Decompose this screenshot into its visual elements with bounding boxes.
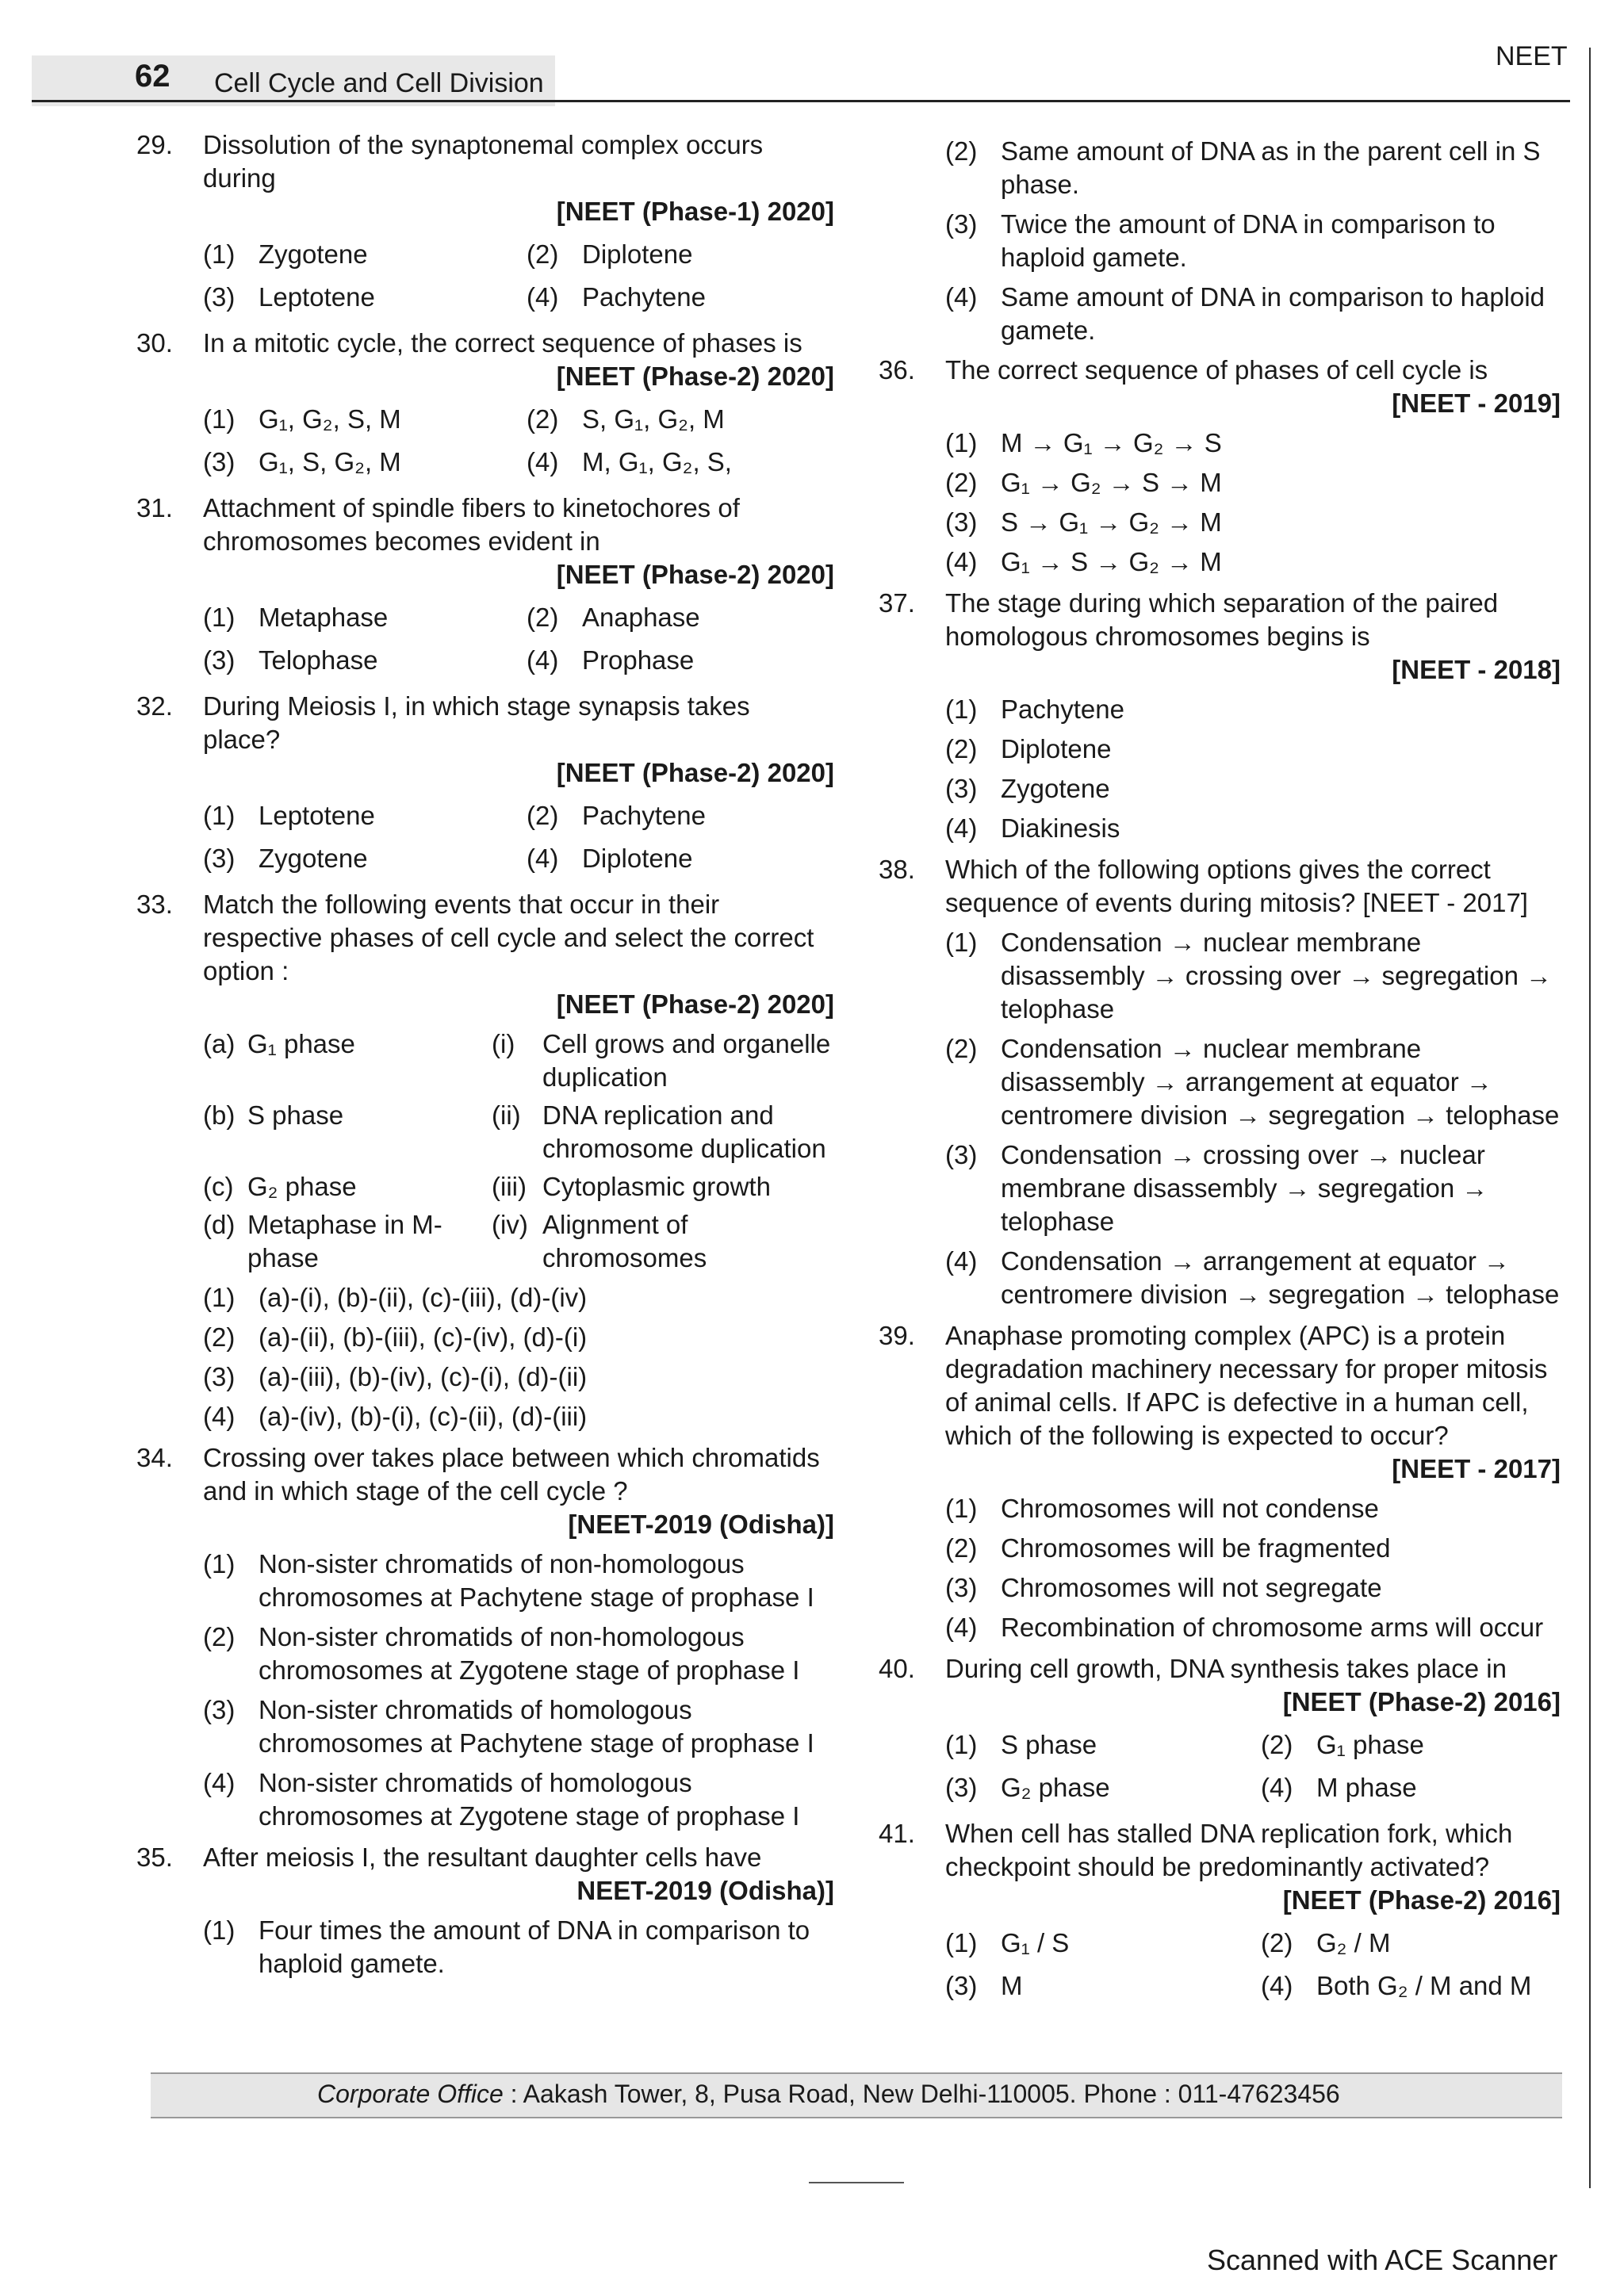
header-rule <box>32 100 1570 102</box>
option-number: (3) <box>945 1971 978 2000</box>
option-4 <box>945 1611 1561 1644</box>
option-1 <box>945 693 1561 726</box>
question-number: 39. <box>879 1321 915 1350</box>
question-number: 30. <box>136 328 173 358</box>
question-number: 36. <box>879 355 915 385</box>
option-4 <box>1261 1771 1561 1804</box>
option-2 <box>203 1621 834 1687</box>
option-text: S → G₁ → G₂ → M <box>1001 507 1222 537</box>
option-number: (2) <box>945 136 978 166</box>
option-number: (4) <box>527 282 559 312</box>
option-number: (4) <box>203 1402 236 1431</box>
question-37 <box>879 587 1561 845</box>
option-1 <box>945 427 1561 460</box>
option-number: (4) <box>527 447 559 476</box>
option-text: Recombination of chromosome arms will occur <box>1001 1613 1544 1642</box>
option-text: S phase <box>1001 1730 1097 1759</box>
option-text: S, G₁, G₂, M <box>582 404 725 434</box>
option-4 <box>1261 1969 1561 2003</box>
option-number: (2) <box>527 404 559 434</box>
option-text: G₂ / M <box>1316 1928 1391 1957</box>
question-text: Attachment of spindle fibers to kinetochores of chromosomes becomes evident in <box>203 493 740 556</box>
option-number: (1) <box>203 801 236 830</box>
question-34 <box>136 1441 834 1833</box>
option-number: (1) <box>203 603 236 632</box>
question-source: [NEET (Phase-1) 2020] <box>556 197 834 226</box>
option-number: (2) <box>945 468 978 497</box>
question-source: NEET-2019 (Odisha)] <box>576 1876 834 1905</box>
question-number: 35. <box>136 1843 173 1872</box>
option-2 <box>527 799 834 832</box>
option-text: G₁, S, G₂, M <box>259 447 401 476</box>
match-left-text: S phase <box>247 1100 344 1130</box>
question-33 <box>136 888 834 1433</box>
option-text: Condensation → nuclear membrane disassembly → crossing over → segregation → telophase <box>1001 928 1553 1024</box>
options <box>945 1724 1561 1809</box>
option-text: (a)-(iv), (b)-(i), (c)-(ii), (d)-(iii) <box>259 1402 588 1431</box>
question-source: [NEET (Phase-2) 2020] <box>556 362 834 391</box>
option-text: (a)-(ii), (b)-(iii), (c)-(iv), (d)-(i) <box>259 1322 588 1352</box>
question-number: 33. <box>136 890 173 919</box>
option-3 <box>945 1969 1245 2003</box>
question-text: Anaphase promoting complex (APC) is a protein degradation machinery necessary for proper mitosis of animal cells. If APC is defective in a human cell, which of the following is expected to occur? <box>945 1321 1548 1450</box>
question-text: During cell growth, DNA synthesis takes place in <box>945 1654 1507 1683</box>
option-text: G₁ / S <box>1001 1928 1070 1957</box>
option-number: (3) <box>945 1573 978 1602</box>
question-text: The correct sequence of phases of cell cycle is <box>945 355 1488 385</box>
match-right-text: DNA replication and chromosome duplication <box>542 1100 826 1163</box>
option-text: Anaphase <box>582 603 700 632</box>
question-source: [NEET (Phase-2) 2020] <box>556 560 834 589</box>
question-source: [NEET (Phase-2) 2016] <box>1282 1885 1561 1915</box>
option-number: (2) <box>203 1322 236 1352</box>
option-3 <box>945 1771 1245 1804</box>
question-source: [NEET (Phase-2) 2020] <box>556 989 834 1019</box>
option-number: (2) <box>945 1533 978 1563</box>
option-text: G₁, G₂, S, M <box>259 404 401 434</box>
option-text: G₁ phase <box>1316 1730 1424 1759</box>
match-left-label: (a) <box>203 1029 236 1058</box>
options <box>945 1492 1561 1644</box>
option-2 <box>527 403 834 436</box>
option-number: (2) <box>527 603 559 632</box>
question-40 <box>879 1652 1561 1809</box>
option-number: (4) <box>1261 1971 1293 2000</box>
question-source: [NEET-2019 (Odisha)] <box>568 1510 834 1539</box>
scanner-watermark: Scanned with ACE Scanner <box>1207 2244 1558 2276</box>
option-3 <box>203 1360 834 1394</box>
question-35-continued <box>879 135 1561 347</box>
option-text: Condensation → arrangement at equator → centromere division → segregation → telophase <box>1001 1246 1560 1309</box>
match-row <box>203 1170 834 1203</box>
option-4 <box>203 1400 834 1433</box>
option-number: (3) <box>203 1362 236 1391</box>
left-column <box>136 128 834 1988</box>
page-number: 62 <box>135 59 170 94</box>
question-41 <box>879 1817 1561 2007</box>
option-number: (4) <box>945 813 978 843</box>
option-number: (3) <box>203 282 236 312</box>
options <box>203 1281 834 1433</box>
option-text: Pachytene <box>1001 695 1124 724</box>
option-number: (4) <box>945 1613 978 1642</box>
question-number: 37. <box>879 588 915 618</box>
option-text: M phase <box>1316 1773 1417 1802</box>
option-1 <box>945 1492 1561 1525</box>
option-number: (1) <box>945 1928 978 1957</box>
question-number: 29. <box>136 130 173 159</box>
option-text: Zygotene <box>259 239 368 269</box>
footer-address: : Aakash Tower, 8, Pusa Road, New Delhi-110005. Phone : 011-47623456 <box>510 2080 1340 2108</box>
question-number: 32. <box>136 691 173 721</box>
option-4 <box>945 1245 1561 1311</box>
option-1 <box>203 1914 834 1980</box>
option-text: Non-sister chromatids of homologous chromosomes at Pachytene stage of prophase I <box>259 1695 814 1758</box>
option-text: Condensation → nuclear membrane disassembly → arrangement at equator → centromere division → segregation → telophase <box>1001 1034 1560 1130</box>
question-text: When cell has stalled DNA replication fork, which checkpoint should be predominantly activated? <box>945 1819 1513 1881</box>
options <box>945 427 1561 579</box>
option-number: (1) <box>945 428 978 457</box>
option-number: (2) <box>527 239 559 269</box>
options <box>945 693 1561 845</box>
option-4 <box>527 644 834 677</box>
option-text: G₁ → G₂ → S → M <box>1001 468 1222 497</box>
options <box>203 1914 834 1980</box>
question-source: [NEET - 2017] <box>1392 1454 1561 1483</box>
option-text: Pachytene <box>582 801 706 830</box>
match-right-label: (i) <box>492 1029 515 1058</box>
question-32 <box>136 690 834 880</box>
option-1 <box>203 601 511 634</box>
option-3 <box>203 842 511 875</box>
option-text: Diplotene <box>582 239 693 269</box>
option-text: Twice the amount of DNA in comparison to haploid gamete. <box>1001 209 1496 272</box>
right-column <box>879 128 1561 2015</box>
option-4 <box>203 1766 834 1833</box>
question-30 <box>136 327 834 484</box>
option-2 <box>945 466 1561 499</box>
match-right-text: Cell grows and organelle duplication <box>542 1029 831 1092</box>
option-4 <box>527 446 834 479</box>
question-source: [NEET (Phase-2) 2020] <box>556 758 834 787</box>
option-2 <box>203 1321 834 1354</box>
option-3 <box>945 506 1561 539</box>
option-text: Prophase <box>582 645 695 675</box>
option-number: (1) <box>203 404 236 434</box>
option-1 <box>945 1728 1245 1762</box>
option-text: M, G₁, G₂, S, <box>582 447 732 476</box>
option-number: (1) <box>203 239 236 269</box>
question-source: [NEET - 2018] <box>1392 655 1561 684</box>
option-text: G₁ → S → G₂ → M <box>1001 547 1222 576</box>
option-number: (4) <box>527 844 559 873</box>
chapter-title: Cell Cycle and Cell Division <box>214 68 544 98</box>
option-2 <box>945 1532 1561 1565</box>
option-text: Chromosomes will not segregate <box>1001 1573 1382 1602</box>
option-number: (1) <box>203 1915 236 1945</box>
footer-label: Corporate Office <box>317 2080 504 2108</box>
option-1 <box>203 403 511 436</box>
option-number: (3) <box>203 844 236 873</box>
option-number: (3) <box>203 1695 236 1724</box>
question-source: [NEET - 2019] <box>1392 388 1561 418</box>
option-text: Leptotene <box>259 801 375 830</box>
option-number: (3) <box>945 209 978 239</box>
option-3 <box>203 446 511 479</box>
match-row <box>203 1099 834 1165</box>
option-number: (4) <box>945 547 978 576</box>
option-number: (1) <box>945 1730 978 1759</box>
match-right-text: Alignment of chromosomes <box>542 1210 707 1272</box>
option-text: Non-sister chromatids of homologous chromosomes at Zygotene stage of prophase I <box>259 1768 800 1831</box>
option-2 <box>527 601 834 634</box>
option-text: Zygotene <box>1001 774 1110 803</box>
match-right-label: (ii) <box>492 1100 521 1130</box>
question-number: 40. <box>879 1654 915 1683</box>
option-number: (3) <box>945 1773 978 1802</box>
options <box>203 1548 834 1833</box>
option-4 <box>527 281 834 314</box>
option-number: (1) <box>945 1494 978 1523</box>
option-4 <box>945 812 1561 845</box>
question-38 <box>879 853 1561 1311</box>
question-source: [NEET (Phase-2) 2016] <box>1282 1687 1561 1716</box>
option-text: Non-sister chromatids of non-homologous chromosomes at Pachytene stage of prophase I <box>259 1549 814 1612</box>
option-text: (a)-(iii), (b)-(iv), (c)-(i), (d)-(ii) <box>259 1362 588 1391</box>
option-1 <box>203 1548 834 1614</box>
option-text: M <box>1001 1971 1023 2000</box>
question-39 <box>879 1319 1561 1644</box>
option-number: (1) <box>203 1549 236 1578</box>
question-number: 38. <box>879 855 915 884</box>
option-number: (4) <box>527 645 559 675</box>
option-text: Condensation → crossing over → nuclear membrane disassembly → segregation → telophase <box>1001 1140 1488 1236</box>
option-1 <box>203 238 511 271</box>
question-number: 41. <box>879 1819 915 1848</box>
question-text: Match the following events that occur in their respective phases of cell cycle and select the correct option : <box>203 890 814 985</box>
option-text: Zygotene <box>259 844 368 873</box>
option-number: (4) <box>945 1246 978 1276</box>
match-table <box>203 1027 834 1275</box>
option-text: Pachytene <box>582 282 706 312</box>
option-text: (a)-(i), (b)-(ii), (c)-(iii), (d)-(iv) <box>259 1283 588 1312</box>
match-right-text: Cytoplasmic growth <box>542 1172 771 1201</box>
options <box>203 233 834 319</box>
option-number: (4) <box>945 282 978 312</box>
question-text: During Meiosis I, in which stage synapsis takes place? <box>203 691 750 754</box>
option-number: (3) <box>945 774 978 803</box>
question-text: Dissolution of the synaptonemal complex occurs during <box>203 130 764 193</box>
option-text: Telophase <box>259 645 378 675</box>
option-4 <box>945 545 1561 579</box>
option-text: Both G₂ / M and M <box>1316 1971 1532 2000</box>
option-3 <box>945 1571 1561 1605</box>
option-number: (2) <box>527 801 559 830</box>
option-text: Diplotene <box>1001 734 1112 763</box>
option-2 <box>945 1032 1561 1132</box>
option-text: Same amount of DNA as in the parent cell in S phase. <box>1001 136 1541 199</box>
question-text: The stage during which separation of the paired homologous chromosomes begins is <box>945 588 1499 651</box>
option-3 <box>945 772 1561 806</box>
exam-tag: NEET <box>1496 41 1568 71</box>
option-number: (2) <box>945 734 978 763</box>
bottom-rule <box>809 2182 904 2183</box>
question-number: 31. <box>136 493 173 522</box>
option-number: (3) <box>203 645 236 675</box>
option-3 <box>945 1138 1561 1238</box>
option-number: (1) <box>203 1283 236 1312</box>
question-text: Crossing over takes place between which chromatids and in which stage of the cell cycle ? <box>203 1443 820 1506</box>
option-text: Chromosomes will be fragmented <box>1001 1533 1391 1563</box>
question-text: In a mitotic cycle, the correct sequence of phases is <box>203 328 802 358</box>
option-text: M → G₁ → G₂ → S <box>1001 428 1222 457</box>
options <box>203 794 834 880</box>
footer <box>317 2080 1340 2109</box>
option-1 <box>203 799 511 832</box>
option-4 <box>527 842 834 875</box>
option-1 <box>945 1927 1245 1960</box>
option-text: Diakinesis <box>1001 813 1120 843</box>
option-text: Metaphase <box>259 603 389 632</box>
option-2 <box>1261 1728 1561 1762</box>
option-2 <box>1261 1927 1561 1960</box>
option-number: (3) <box>203 447 236 476</box>
options <box>203 398 834 484</box>
option-3 <box>945 208 1561 274</box>
option-number: (4) <box>1261 1773 1293 1802</box>
match-left-label: (b) <box>203 1100 236 1130</box>
match-left-label: (c) <box>203 1172 234 1201</box>
option-1 <box>945 926 1561 1026</box>
question-36 <box>879 354 1561 579</box>
option-3 <box>203 281 511 314</box>
match-left-label: (d) <box>203 1210 236 1239</box>
question-text: After meiosis I, the resultant daughter cells have <box>203 1843 762 1872</box>
option-text: G₂ phase <box>1001 1773 1110 1802</box>
option-number: (3) <box>945 1140 978 1169</box>
option-3 <box>203 644 511 677</box>
option-text: Non-sister chromatids of non-homologous chromosomes at Zygotene stage of prophase I <box>259 1622 800 1685</box>
match-right-label: (iv) <box>492 1210 528 1239</box>
option-4 <box>945 281 1561 347</box>
question-31 <box>136 492 834 682</box>
option-2 <box>945 733 1561 766</box>
option-number: (2) <box>945 1034 978 1063</box>
options <box>945 926 1561 1311</box>
option-text: Same amount of DNA in comparison to haploid gamete. <box>1001 282 1545 345</box>
option-number: (2) <box>1261 1730 1293 1759</box>
options <box>203 596 834 682</box>
question-29 <box>136 128 834 319</box>
match-right-label: (iii) <box>492 1172 527 1201</box>
options <box>945 1922 1561 2007</box>
match-row <box>203 1208 834 1275</box>
question-text: Which of the following options gives the correct sequence of events during mitosis? [NEET - 2017] <box>945 855 1528 917</box>
question-number: 34. <box>136 1443 173 1472</box>
page-edge-rule <box>1589 48 1591 2188</box>
option-text: Leptotene <box>259 282 375 312</box>
question-35 <box>136 1841 834 1980</box>
match-row <box>203 1027 834 1094</box>
option-number: (1) <box>945 695 978 724</box>
option-2 <box>527 238 834 271</box>
match-left-text: G₂ phase <box>247 1172 357 1201</box>
option-number: (4) <box>203 1768 236 1797</box>
option-text: Diplotene <box>582 844 693 873</box>
option-3 <box>203 1693 834 1760</box>
match-left-text: G₁ phase <box>247 1029 355 1058</box>
option-text: Chromosomes will not condense <box>1001 1494 1379 1523</box>
option-1 <box>203 1281 834 1314</box>
option-number: (3) <box>945 507 978 537</box>
match-left-text: Metaphase in M-phase <box>247 1210 442 1272</box>
option-2 <box>945 135 1561 201</box>
option-text: Four times the amount of DNA in comparison to haploid gamete. <box>259 1915 810 1978</box>
option-number: (2) <box>203 1622 236 1651</box>
option-number: (1) <box>945 928 978 957</box>
option-number: (2) <box>1261 1928 1293 1957</box>
